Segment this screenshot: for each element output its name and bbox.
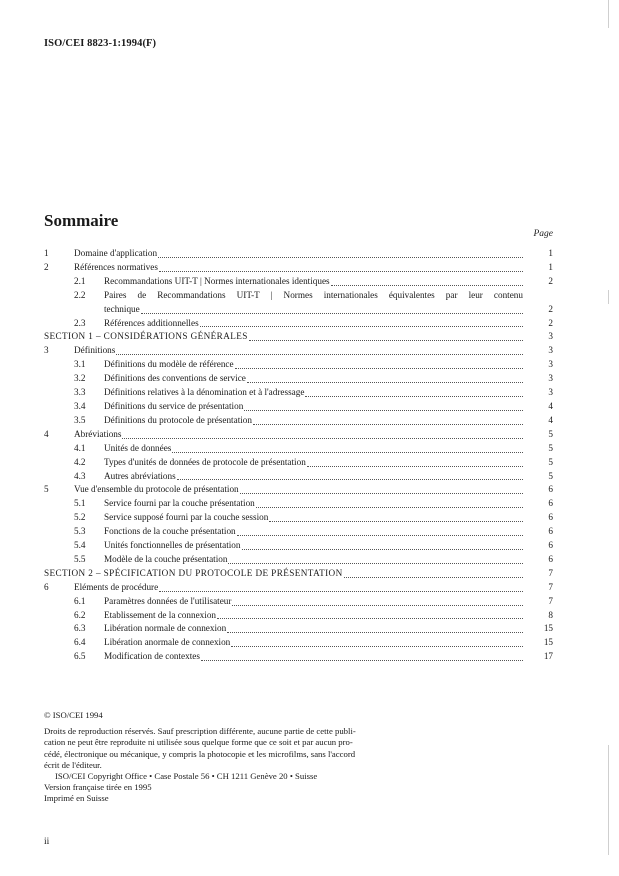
toc-entry-label: Libération normale de connexion: [104, 623, 227, 634]
toc-entry-number: 1: [44, 248, 49, 258]
toc-entry-number: 3.2: [74, 373, 86, 384]
toc-entry-label: Unités de données: [104, 442, 172, 453]
leader-dots: [172, 451, 523, 453]
leader-dots: [232, 604, 523, 606]
leader-dots: [159, 590, 523, 592]
leader-dots: [247, 381, 523, 383]
toc-subentry[interactable]: [44, 400, 553, 414]
toc-entry-label: Autres abréviations: [104, 470, 176, 481]
copyright-line: © ISO/CEI 1994: [44, 710, 103, 720]
toc-entry-number: 6.2: [74, 609, 86, 620]
leader-dots: [305, 395, 523, 397]
toc-entry-label: Service supposé fourni par la couche session: [104, 512, 269, 523]
toc-entry[interactable]: [44, 261, 553, 275]
leader-dots: [177, 478, 523, 480]
toc-entry-page: 5: [548, 456, 553, 467]
toc-entry-label: Unités fonctionnelles de présentation: [104, 540, 241, 551]
toc-subentry[interactable]: [44, 539, 553, 553]
toc-entry-page: 6: [548, 540, 553, 551]
leader-dots: [235, 367, 523, 369]
toc-subentry[interactable]: [44, 442, 553, 456]
toc-entry-label: SECTION 2 – SPÉCIFICATION DU PROTOCOLE DE PRÉSENTATION: [44, 567, 343, 578]
toc-entry-number: 2.2: [74, 289, 86, 300]
toc-entry-label: Références normatives: [74, 261, 158, 272]
toc-entry-label: Types d'unités de données de protocole de présentation: [104, 456, 306, 467]
toc-entry-number: 4.1: [74, 442, 86, 453]
toc-entry-number: 6.3: [74, 623, 86, 634]
toc-entry[interactable]: [44, 428, 553, 442]
toc-entry-number: 3.5: [74, 414, 86, 425]
leader-dots: [217, 617, 523, 619]
leader-dots: [256, 506, 523, 508]
edition-note: Version française tirée en 1995: [44, 782, 152, 793]
toc-entry-page: 6: [548, 498, 553, 509]
leader-dots: [244, 409, 523, 411]
toc-entry-label: Service fourni par la couche présentation: [104, 498, 255, 509]
toc-entry-page: 4: [548, 414, 553, 425]
toc-entry-label: Définitions des conventions de service: [104, 373, 246, 384]
toc-subentry[interactable]: [44, 386, 553, 400]
toc-entry-number: 6: [44, 581, 49, 592]
toc-entry-page: 17: [543, 651, 553, 662]
toc-entry-label: Libération anormale de connexion: [104, 637, 231, 648]
toc-entry-page: 6: [548, 553, 553, 564]
toc-entry-page: 1: [548, 248, 553, 258]
leader-dots: [116, 353, 523, 355]
toc-section-heading[interactable]: [44, 567, 553, 581]
rights-text-line: cation ne peut être reproduite ni utilisée sous quelque forme que ce soit et par aucun pro-: [44, 737, 353, 748]
toc-subentry[interactable]: [44, 553, 553, 567]
toc-entry-page: 8: [548, 609, 553, 620]
toc-entry-number: 4.3: [74, 470, 86, 481]
toc-entry-number: 3.4: [74, 400, 86, 411]
toc-entry-page: 3: [548, 387, 553, 398]
toc-entry-number: 4: [44, 428, 49, 439]
toc-entry[interactable]: [44, 344, 553, 358]
printed-in-note: Imprimé en Suisse: [44, 793, 109, 804]
toc-entry-number: 2: [44, 261, 49, 272]
toc-entry-label: Modèle de la couche présentation: [104, 553, 228, 564]
toc-entry-number: 5: [44, 484, 49, 495]
toc-entry[interactable]: [44, 483, 553, 497]
toc-entry-page: 3: [548, 359, 553, 370]
leader-dots: [269, 520, 523, 522]
toc-entry-page: 15: [543, 623, 553, 634]
toc-subentry[interactable]: [44, 609, 553, 623]
toc-entry-label: Fonctions de la couche présentation: [104, 526, 236, 537]
leader-dots: [228, 562, 523, 564]
toc-entry-label: Paires de Recommandations UIT-T | Normes internationales équivalentes par leur contenu: [104, 289, 523, 300]
toc-entry-label-continued: technique: [104, 303, 140, 314]
toc-entry-number: 6.4: [74, 637, 86, 648]
leader-dots: [344, 576, 523, 578]
toc-entry-label: Etablissement de la connexion: [104, 609, 217, 620]
toc-entry-page: 3: [548, 373, 553, 384]
toc-entry-number: 5.4: [74, 540, 86, 551]
toc-entry-label: Eléments de procédure: [74, 581, 159, 592]
toc-subentry[interactable]: [44, 289, 553, 317]
toc-entry-label: Définitions: [74, 345, 116, 356]
toc-entry-page: 2: [548, 275, 553, 286]
toc-entry-number: 5.3: [74, 526, 86, 537]
toc-entry-page: 6: [548, 526, 553, 537]
toc-entry-number: 5.1: [74, 498, 86, 509]
rights-text-line: Droits de reproduction réservés. Sauf prescription différente, aucune partie de cette publi-: [44, 726, 356, 737]
page-edge-line: [608, 745, 609, 855]
leader-dots: [253, 423, 523, 425]
toc-title: Sommaire: [44, 211, 119, 230]
toc-entry-page: 7: [548, 581, 553, 592]
toc-entry-page: 7: [548, 595, 553, 606]
toc-entry-label: Définitions du protocole de présentation: [104, 414, 252, 425]
document-id: ISO/CEI 8823-1:1994(F): [44, 38, 157, 49]
leader-dots: [227, 631, 523, 633]
toc-entry[interactable]: [44, 247, 553, 261]
rights-text-line: écrit de l'éditeur.: [44, 759, 102, 770]
toc-entry-label: Domaine d'application: [74, 248, 158, 258]
leader-dots: [141, 312, 523, 314]
leader-dots: [242, 548, 524, 550]
toc-entry-label: Définitions du modèle de référence: [104, 359, 234, 370]
toc-entry-label: SECTION 1 – CONSIDÉRATIONS GÉNÉRALES: [44, 331, 248, 342]
toc-entry-number: 3.3: [74, 387, 86, 398]
toc-entry-label: Définitions du service de présentation: [104, 400, 244, 411]
leader-dots: [237, 534, 523, 536]
toc-entry-page: 2: [548, 317, 553, 328]
toc-entry-number: 2.1: [74, 275, 86, 286]
toc-subentry[interactable]: [44, 595, 553, 609]
toc-entry-number: 6.1: [74, 595, 86, 606]
toc-entry-page: 6: [548, 512, 553, 523]
toc-subentry[interactable]: [44, 317, 553, 331]
toc-subentry[interactable]: [44, 275, 553, 289]
toc-entry-number: 5.2: [74, 512, 86, 523]
toc-subentry[interactable]: [44, 358, 553, 372]
rights-text-line: cédé, électronique ou mécanique, y compris la photocopie et les microfilms, sans l'accord: [44, 748, 356, 759]
toc-entry-label: Définitions relatives à la dénomination et à l'adressage: [104, 387, 305, 398]
page-number: ii: [44, 837, 50, 847]
toc-entry-label: Modification de contextes: [104, 651, 200, 662]
copyright-office-address: ISO/CEI Copyright Office • Case Postale 56 • CH 1211 Genève 20 • Suisse: [55, 771, 318, 782]
toc-entry-number: 2.3: [74, 317, 86, 328]
leader-dots: [201, 659, 523, 661]
toc-entry-page: 7: [548, 567, 553, 578]
toc-entry-number: 4.2: [74, 456, 86, 467]
leader-dots: [307, 465, 523, 467]
toc-entry-label: Abréviations: [74, 428, 122, 439]
leader-dots: [231, 645, 523, 647]
toc-entry-page: 3: [548, 331, 553, 342]
toc-entry-page: 15: [543, 637, 553, 648]
toc-entry-page: 3: [548, 345, 553, 356]
toc-entry-number: 5.5: [74, 553, 86, 564]
toc-subentry[interactable]: [44, 372, 553, 386]
leader-dots: [249, 339, 523, 341]
leader-dots: [159, 270, 523, 272]
toc-entry-page: 5: [548, 428, 553, 439]
toc-entry-page: 6: [548, 484, 553, 495]
toc-entry-number: 3: [44, 345, 49, 356]
toc-entry-label: Recommandations UIT-T | Normes internationales identiques: [104, 275, 330, 286]
toc-subentry[interactable]: [44, 456, 553, 470]
copyright-block: [44, 710, 404, 805]
toc-entry-page: 5: [548, 470, 553, 481]
toc-page-label: Page: [533, 229, 553, 239]
toc-subentry[interactable]: [44, 650, 553, 664]
toc-entry-number: 6.5: [74, 651, 86, 662]
toc-entry-number: 3.1: [74, 359, 86, 370]
toc-subentry[interactable]: [44, 636, 553, 650]
page-edge-line: [608, 290, 609, 304]
toc-entry-label: Références additionnelles: [104, 317, 199, 328]
toc-subentry[interactable]: [44, 497, 553, 511]
toc-entry-page: 2: [548, 303, 553, 314]
table-of-contents: [44, 247, 553, 664]
toc-subentry[interactable]: [44, 622, 553, 636]
leader-dots: [200, 325, 523, 327]
toc-section-heading[interactable]: [44, 330, 553, 344]
toc-entry-label: Paramètres données de l'utilisateur: [104, 595, 232, 606]
toc-subentry[interactable]: [44, 414, 553, 428]
page-edge-line: [608, 0, 609, 28]
leader-dots: [158, 256, 523, 258]
toc-entry-page: 5: [548, 442, 553, 453]
toc-subentry[interactable]: [44, 525, 553, 539]
toc-subentry[interactable]: [44, 511, 553, 525]
leader-dots: [331, 284, 523, 286]
leader-dots: [122, 437, 523, 439]
toc-entry[interactable]: [44, 581, 553, 595]
leader-dots: [240, 492, 523, 494]
toc-entry-label: Vue d'ensemble du protocole de présentation: [74, 484, 239, 495]
toc-entry-page: 4: [548, 400, 553, 411]
toc-entry-page: 1: [548, 261, 553, 272]
toc-subentry[interactable]: [44, 470, 553, 484]
